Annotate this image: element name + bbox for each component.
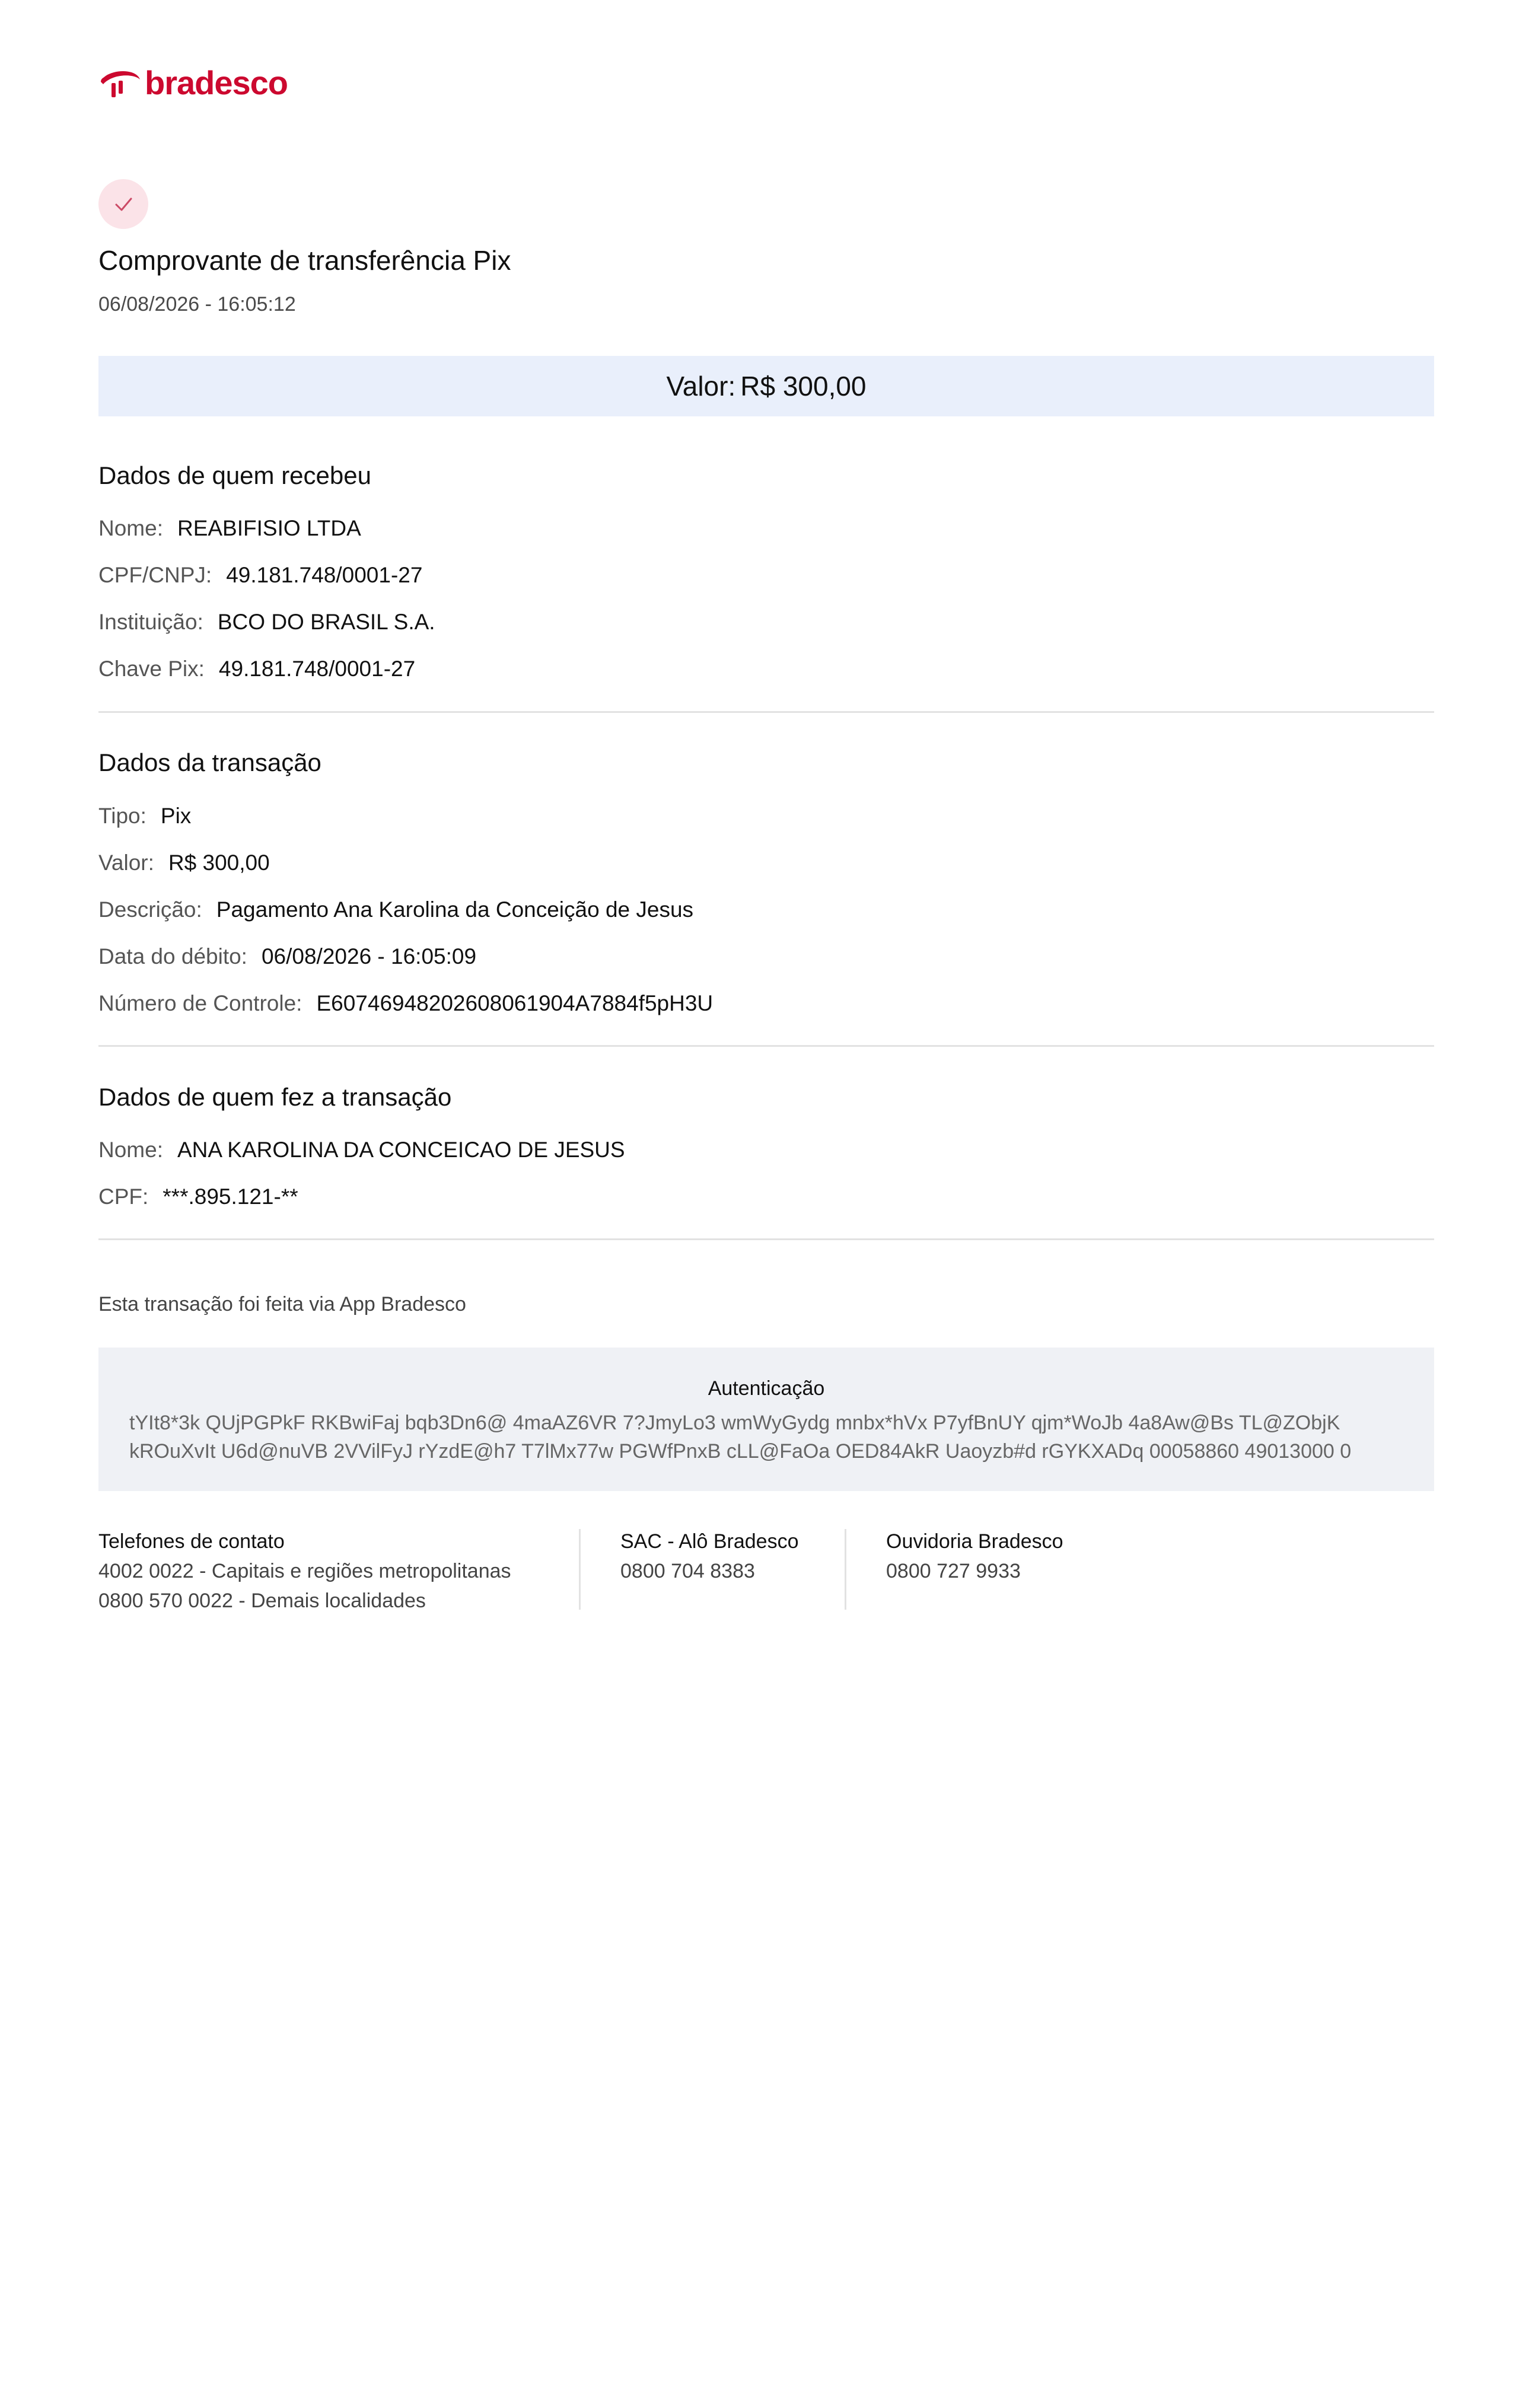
field-value: 49.181.748/0001-27 <box>218 657 416 681</box>
recipient-pix-key-row <box>98 657 415 681</box>
recipient-name-row <box>98 516 361 541</box>
field-value: Pix <box>160 804 192 828</box>
field-label: Tipo: <box>98 804 146 828</box>
field-label: Instituição: <box>98 610 203 634</box>
field-value: R$ 300,00 <box>168 851 270 875</box>
transaction-debit-date-row <box>98 944 476 969</box>
ouvidoria-column <box>886 1527 1063 1586</box>
phone-line: 0800 570 0022 - Demais localidades <box>98 1590 426 1612</box>
field-value: 49.181.748/0001-27 <box>226 563 423 587</box>
transaction-type-row <box>98 804 191 829</box>
transaction-section-title: Dados da transação <box>98 748 321 776</box>
sac-phone: 0800 704 8383 <box>620 1560 755 1582</box>
recipient-institution-row <box>98 610 435 635</box>
payer-section-title: Dados de quem fez a transação <box>98 1083 452 1111</box>
phones-title: Telefones de contato <box>98 1530 285 1553</box>
value-label: Valor: <box>666 371 736 402</box>
field-label: Data do débito: <box>98 944 247 969</box>
receipt-datetime: 06/08/2026 - 16:05:12 <box>98 293 296 316</box>
value-banner <box>98 356 1434 416</box>
sac-column <box>620 1527 798 1586</box>
field-value: REABIFISIO LTDA <box>177 516 361 540</box>
section-divider <box>98 711 1434 713</box>
field-label: Chave Pix: <box>98 657 205 681</box>
field-label: Nome: <box>98 516 163 540</box>
field-label: Número de Controle: <box>98 991 302 1015</box>
section-divider <box>98 1045 1434 1047</box>
field-label: Descrição: <box>98 897 202 922</box>
field-label: CPF: <box>98 1184 149 1209</box>
authentication-code-line: kROuXvIt U6d@nuVB 2VVilFyJ rYzdE@h7 T7lMx77w PGWfPnxB cLL@FaOa OED84AkR Uaoyzb#d rGYKXADq 00058860 49013000 0 <box>129 1440 1352 1463</box>
payer-cpf-row <box>98 1184 298 1209</box>
authentication-box <box>98 1348 1434 1491</box>
contact-info <box>98 1527 1434 1610</box>
field-value: 06/08/2026 - 16:05:09 <box>261 944 477 969</box>
authentication-title: Autenticação <box>708 1377 825 1400</box>
field-value: Pagamento Ana Karolina da Conceição de Jesus <box>216 897 694 922</box>
field-value: ***.895.121-** <box>163 1184 298 1209</box>
phone-line: 4002 0022 - Capitais e regiões metropolitanas <box>98 1560 511 1582</box>
field-label: Valor: <box>98 851 154 875</box>
transaction-channel-note: Esta transação foi feita via App Bradesco <box>98 1293 466 1316</box>
field-label: Nome: <box>98 1138 163 1162</box>
field-value: E60746948202608061904A7884f5pH3U <box>316 991 714 1015</box>
success-badge <box>98 179 148 229</box>
recipient-section-title: Dados de quem recebeu <box>98 461 371 489</box>
ouvidoria-phone: 0800 727 9933 <box>886 1560 1021 1582</box>
transaction-description-row <box>98 897 693 922</box>
bradesco-logo <box>98 59 288 107</box>
bradesco-logo-icon <box>98 64 141 102</box>
authentication-code-line: tYIt8*3k QUjPGPkF RKBwiFaj bqb3Dn6@ 4maAZ6VR 7?JmyLo3 wmWyGydg mnbx*hVx P7yfBnUY qjm*WoJb 4a8Aw@Bs TL@ZObjK <box>129 1412 1340 1434</box>
transaction-value-row <box>98 851 270 875</box>
check-icon <box>112 192 135 216</box>
page-title: Comprovante de transferência Pix <box>98 245 511 276</box>
section-divider <box>98 1238 1434 1240</box>
column-divider <box>579 1529 581 1610</box>
value-amount: R$ 300,00 <box>740 371 867 402</box>
ouvidoria-title: Ouvidoria Bradesco <box>886 1530 1063 1553</box>
field-label: CPF/CNPJ: <box>98 563 212 587</box>
field-value: ANA KAROLINA DA CONCEICAO DE JESUS <box>177 1138 625 1162</box>
sac-title: SAC - Alô Bradesco <box>620 1530 799 1553</box>
phones-column <box>98 1527 511 1616</box>
logo-wordmark: bradesco <box>145 64 288 101</box>
transaction-control-number-row <box>98 991 713 1016</box>
column-divider <box>845 1529 846 1610</box>
payer-name-row <box>98 1138 625 1162</box>
recipient-cnpj-row <box>98 563 422 588</box>
field-value: BCO DO BRASIL S.A. <box>217 610 435 634</box>
